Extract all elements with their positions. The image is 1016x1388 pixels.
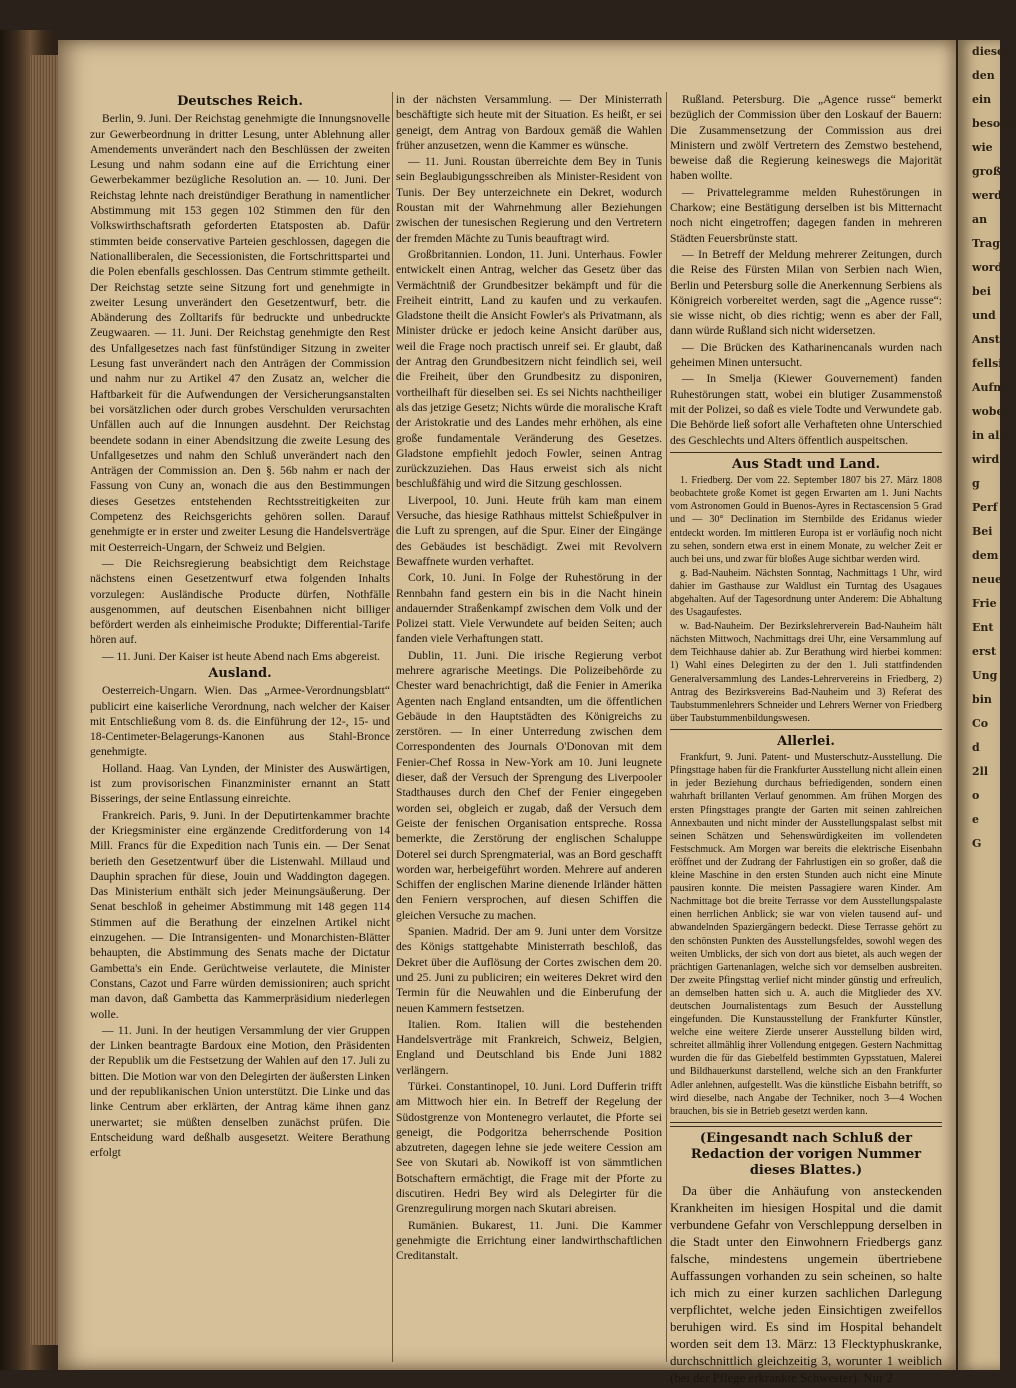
article-britain: Großbritannien. London, 11. Juni. Unterhaus. Fowler entwickelt einen Antrag, welcher das Gesetz über das Vermächtniß der Grundbesitzer bekämpft und für die Freiheit eintritt, Land zu kaufen und zu verkaufen. Gladstone theilt die Ansicht Fowler's als Privatmann, als Minister drücke er jedoch keine Ansicht darüber aus, weil die Frage noch practisch unreif sei. Er glaubt, daß der Antrag den Grundbesitzern nicht feindlich sei, weil die Freiheit, über den Grundbesitz zu disponiren, vortheilhaft für dieselben sei. Es sei Nichts nachtheiliger als das jetzige Gesetz; Nichts würde die moralische Kraft der Aristokratie und des Landes mehr erhöhen, als eine große fundamentale Veränderung des Gesetzes. Gladstone empfiehlt jedoch Fowler, seinen Antrag zurückzuziehen. Das Haus erweist sich als nicht beschlußfähig und wird die Sitzung geschlossen. [396, 247, 662, 491]
column-rule [392, 92, 393, 1362]
adjacent-page-fragment: dieser [972, 45, 1010, 58]
article-spain: Spanien. Madrid. Der am 9. Juni unter dem Vorsitze des Königs stattgehabte Ministerrath beschloß, das Dekret über die Auflösung der Cortes zwischen dem 20. und 25. Juni zu publiciren; ein weiteres Dekret wird den Termin für die Neuwahlen und die Einberufung der neuen Kammern festsetzen. [396, 925, 662, 1015]
heading-local: Aus Stadt und Land. [732, 456, 880, 472]
misc-news [670, 751, 942, 1118]
adjacent-page-fragment: wobei [972, 405, 1008, 418]
adjacent-page-fragment: Co [972, 717, 989, 730]
adjacent-page-fragment: wie [972, 141, 993, 154]
article-romania: Rumänien. Bukarest, 11. Juni. Die Kammer genehmigte die Errichtung einer landwirthschaftlichen Creditanstalt. [396, 1218, 662, 1263]
article-tunis: — 11. Juni. Roustan überreichte dem Bey in Tunis sein Beglaubigungsschreiben als Minister-Resident von Tunis. Der Bey unterzeichnete ein Dekret, wodurch Roustan mit der Wahrnehmung aller Beziehungen zwischen der tunesischen Regierung und den Vertretern der fremden Mächte zu Tunis beauftragt wird. [396, 155, 662, 245]
adjacent-page-fragment: Frie [972, 597, 997, 610]
adjacent-page-fragment: G [972, 837, 982, 850]
adjacent-page-fragment: Aufm [972, 381, 1005, 394]
article-germany-2: — Die Reichsregierung beabsichtigt dem Reichstage nächstens einen Gesetzentwurf etwa folgenden Inhalts vorzulegen: Ausländische Producte dürfen, Nothfälle ausgenommen, auf deutschen Eisenbahnen nicht billiger befördert werden als einheimische Produkte; Differential-Tarife hören auf. [90, 556, 390, 647]
adjacent-page-fragment: in all [972, 429, 1004, 442]
adjacent-page-fragment: d [972, 741, 980, 754]
heading-misc: Allerlei. [777, 733, 835, 749]
article-france: Frankreich. Paris, 9. Juni. In der Deputirtenkammer brachte der Kriegsminister eine ergänzende Creditforderung von 14 Mill. Francs für die Expedition nach Tunis ein. — Der Senat berieth den Gesetzentwurf über die Listenwahl. Millaud und Dauphin sprachen für diese, Jouin und Waddington dagegen. Das Ministerium enthält sich jeder Meinungsäußerung. Der Senat beschloß in geheimer Abstimmung mit 148 gegen 114 Stimmen auf die Berathung der einzelnen Artikel nicht einzugehen. — Die Intransigenten- und Monarchisten-Blätter behaupten, die Abstimmung des Senats mache der Dictatur Gambetta's ein Ende. Gerüchtweise verlautete, die Minister Constans, Cazot und Farre würden demissioniren; auch spricht man davon, daß Gambetta das Kammerpräsidium niederlegen wolle. [90, 808, 390, 1021]
adjacent-page-fragment: o [972, 789, 980, 802]
article-russia-1: Rußland. Petersburg. Die „Agence russe“ bemerkt bezüglich der Commission über den Loskauf der Bauern: Die Zusammensetzung der Commission aus drei Ministern und zwölf Vertretern des Zemstwo bestehend, beweise daß die Regierung keineswegs die Majorität haben wollte. [670, 93, 942, 183]
heading-germany: Deutsches Reich. [177, 94, 303, 109]
adjacent-page-fragment: g [972, 477, 980, 490]
page-stack [30, 55, 60, 1345]
adjacent-page-fragment: bei [972, 285, 991, 298]
adjacent-page-fragment: werd [972, 189, 1002, 202]
right-column [670, 92, 942, 1388]
column-rule [666, 92, 667, 1362]
adjacent-page-fragments [958, 40, 1016, 856]
adjacent-page-fragment: den [972, 69, 995, 82]
article-russia-5: — In Smelja (Kiewer Gouvernement) fanden Ruhestörungen statt, wobei ein blutiger Zusammenstoß mit der Polizei, so daß es viele Todte und Verwundete gab. Die Behörde ließ sofort alle Verhafteten ohne Unterschied des Geschlechts und Alters öffentlich auspeitschen. [670, 372, 942, 447]
adjacent-page-fragment: Ent [972, 621, 994, 634]
article-dublin: Dublin, 11. Juni. Die irische Regierung verbot mehrere agrarische Meetings. Die Polizeibehörde zu Chester ward benachrichtigt, daß die Fenier in Amerika Agenten nach England entsandten, um die öffentlichen Gebäude in den Hauptstädten des Königreichs zu zerstören. — In einer Unterredung zwischen dem Correspondenten des Journals O'Donovan mit dem Fenier-Chef Rossa in New-York am 10. Juni leugnete dieser, daß der Versuch der Sprengung des Liverpooler Stadthauses durch den Chef der Fenier eingegeben worden sei, obgleich er zugab, daß der Versuch dem Geiste der fenischen Organisation entspreche. Rossa bemerkte, die Zerstörung der englischen Schaluppe Doterel sei durch Sprengmaterial, was an Bord geschafft worden war, herbeigeführt worden. Mehrere auf anderen Schiffen der englischen Marine dienende Irländer hätten den Feniern versprochen, auf diesen Schiffen die gleichen Versuche zu machen. [396, 648, 662, 922]
adjacent-page-fragment: Anst [972, 333, 1000, 346]
section-divider [670, 452, 942, 453]
article-france-2: — 11. Juni. In der heutigen Versammlung der vier Gruppen der Linken beantragte Bardoux eine Motion, den Präsidenten der Republik um die Festsetzung der Wahlen auf den 17. Juli zu bitten. Die Motion war von den Delegirten der äußersten Linken und der republikanischen Union unterstützt. Die Linke und das linke Centrum aber erklärten, der Antrag käme ihnen ganz unerwartet; sie müßten denselben zunächst prüfen. Die Entscheidung ward deßhalb ausgesetzt. Weitere Berathung erfolgt [90, 1023, 390, 1160]
adjacent-page-fragment: e [972, 813, 979, 826]
adjacent-page-fragment: Ung [972, 669, 998, 682]
sent-in-article [670, 1183, 942, 1387]
adjacent-page-fragment: dem [972, 549, 999, 562]
middle-column [396, 92, 662, 1265]
article-nauheim-2: w. Bad-Nauheim. Der Bezirkslehrerverein Bad-Nauheim hält nächsten Mittwoch, Nachmittags drei Uhr, eine Versammlung auf dem Teichhause dahier ab. Zur Berathung wird hierbei kommen: 1) Wahl eines Delegirten zu der den 1. Juli stattfindenden Generalversammlung des Landes-Lehrervereins in Friedberg, 2) Antrag des Bezirksvereins Bad-Nauheim und 3) Referat des Taubstummenlehrers Schneider und Lehrers Werner von Friedberg über Taubstummenbildungswesen. [670, 621, 942, 724]
newspaper-page [58, 40, 956, 1385]
article-turkey: Türkei. Constantinopel, 10. Juni. Lord Dufferin trifft am Mittwoch hier ein. In Betreff der Regelung der Südostgrenze von Montenegro verlautet, die Pforte sei geneigt, die Podgoritza beherrschende Position abzutreten, dagegen lehne sie jede weitere Cession am See von Skutari ab. Nowikoff ist von sämmtlichen Botschaftern ermächtigt, die Frage mit der Pforte zu discutiren. Hedri Bey wird als Delegirter für die Grenzregulirung morgen nach Skutari abreisen. [396, 1080, 662, 1216]
adjacent-page-fragment: fellsi [972, 357, 1003, 370]
article-austria: Oesterreich-Ungarn. Wien. Das „Armee-Verordnungsblatt“ publicirt eine kaiserliche Verordnung, nach welcher der Kaiser mit Entschließung vom 8. ds. die Einführung der 12-, 15- und 18-Centimeter-Belagerungs-Kanonen aus Stahl-Bronce genehmigte. [90, 684, 390, 759]
article-hospital: Da über die Anhäufung von ansteckenden Krankheiten im hiesigen Hospital und die damit verbundene Gefahr von Verschleppung derselben in die Stadt unter den Einwohnern Friedbergs ganz falsche, mindestens ungemein übertriebene Auffassungen vorhanden zu sein scheinen, so halte ich mich zu einer kurzen sachlichen Darlegung verpflichtet, welche jeden Einsichtigen zweifellos beruhigen wird. Es sind im Hospital behandelt worden seit dem 13. März: 13 Flecktyphuskranke, durchschnittlich gleichzeitig 3, worunter 1 weiblich (bei der Pflege erkrankte Schwester). Nur 2 [670, 1183, 942, 1385]
adjacent-page-fragment: Bei [972, 525, 993, 538]
adjacent-page-fragment: 2ll [972, 765, 989, 778]
article-friedberg: 1. Friedberg. Der vom 22. September 1807 bis 27. März 1808 beobachtete große Komet ist gegen Erwarten am 1. Juni Nachts vom Astronomen Gould in Buenos-Ayres in Rectascension 5 Grad und — 30° Declination im Sternbilde des Eridanus wieder entdeckt worden. Im mittleren Europa ist er vorläufig noch nicht zu sehen, sondern etwa erst in einem Monate, zu welcher Zeit er auch bei uns, und zwar für bloßes Auge sichtbar werden wird. [670, 475, 942, 565]
article-germany-1: Berlin, 9. Juni. Der Reichstag genehmigte die Innungsnovelle zur Gewerbeordnung in dritter Lesung, unter Ablehnung aller Amendements unverändert nach den Beschlüssen der zweiten Lesung und nahm sodann eine auf die Errichtung einer Gewerbekammer bezügliche Resolution an. — 10. Juni. Der Reichstag lehnte nach dreistündiger Berathung in namentlicher Abstimmung mit 153 gegen 102 Stimmen den für den Volkswirthschaftsrath geforderten Etatsposten ab. Dafür stimmten beide conservative Parteien geschlossen, dagegen die Nationalliberalen, die Secessionisten, die Fortschrittspartei und die Polen ebenfalls geschlossen. Das Centrum stimmte getheilt. Der Reichstag setzte seine Sitzung fort und genehmigte in zweiter Lesung unverändert den Gesetzentwurf, betr. die Abänderung des Zolltarifs für bedruckte und unbedruckte Zeugwaaren. — 11. Juni. Der Reichstag genehmigte den Rest des Unfallgesetzes nach fast fünfstündiger Sitzung in zweiter Lesung fast unverändert nach den Anträgen der Commission und nahm nur zu Artikel 47 den Zusatz an, welcher die Haftbarkeit für die Aufwendungen der Versicherungsanstalten bei vorsätzlichen oder durch grobes Verschulden verursachten Unfällen auch auf die Innungen ausdehnt. Der Reichstag beendete sodann in einer Abendsitzung die zweite Lesung des Unfallgesetzes und nahm den Schluß unverändert nach den Anträgen der Commission an. Den §. 56b nahm er nach der Fassung von Cuny an, wonach die aus den Bestimmungen dieses Gesetzes entstehenden Rechtsstreitigkeiten zur Competenz des Reichsgerichts gehören sollen. Darauf genehmigte er in erster und zweiter Lesung die Handelsverträge mit Oesterreich-Ungarn, der Schweiz und Belgien. [90, 112, 390, 554]
article-italy: Italien. Rom. Italien will die bestehenden Handelsverträge mit Frankreich, Schweiz, Belgien, England und Deutschland bis Ende Juni 1882 verlängern. [396, 1017, 662, 1077]
heading-abroad: Ausland. [208, 665, 272, 681]
adjacent-page-fragment: und [972, 309, 996, 322]
heading-sent-in: (Eingesandt nach Schluß der Redaction der vorigen Nummer dieses Blattes.) [690, 1130, 922, 1178]
article-russia-4: — Die Brücken des Katharinencanals wurden nach geheimen Minen untersucht. [670, 340, 942, 370]
adjacent-page-fragment: Perf [972, 501, 998, 514]
article-cork: Cork, 10. Juni. In Folge der Ruhestörung in der Rennbahn fand gestern ein bis in die Nacht hinein andauernder Straßenkampf zwischen dem Volk und der Polizei statt. Viele Verwundete auf beiden Seiten; auch fanden viele Verhaftungen statt. [396, 571, 662, 646]
local-news [670, 474, 942, 725]
adjacent-page-fragment: Trag [972, 237, 1000, 250]
adjacent-page-fragment: ein [972, 93, 992, 106]
section-divider [670, 729, 942, 730]
article-continuation: in der nächsten Versammlung. — Der Ministerrath beschäftigte sich heute mit der Situation. Es heißt, er sei geneigt, dem Antrag von Bardoux gemäß die Wahlen früher anzusetzen, wenn die Kammer es wünsche. [396, 93, 662, 152]
adjacent-page-edge [958, 40, 1016, 1370]
adjacent-page-fragment: word [972, 261, 1003, 274]
article-holland: Holland. Haag. Van Lynden, der Minister des Auswärtigen, ist zum provisorischen Finanzminister ernannt an Statt Bisserings, der seine Entlassung einreichte. [90, 761, 390, 806]
adjacent-page-fragment: neue [972, 573, 1002, 586]
adjacent-page-fragment: bin [972, 693, 992, 706]
adjacent-page-fragment: groß [972, 165, 1002, 178]
adjacent-page-fragment: besond [972, 117, 1016, 130]
article-russia-3: — In Betreff der Meldung mehrerer Zeitungen, durch die Reise des Fürsten Milan von Serbien nach Wien, Berlin und Petersburg solle die Anerkennung Serbiens als Königreich vorbereitet werden, sagt die „Agence russe“: sie wisse nicht, ob dies richtig; wenn es aber der Fall, dann würde Rußland sich nicht widersetzen. [670, 247, 942, 338]
section-divider-double [670, 1122, 942, 1127]
article-liverpool: Liverpool, 10. Juni. Heute früh kam man einem Versuche, das hiesige Rathhaus mittelst Schießpulver in die Luft zu sprengen, auf die Spur. Einer der Eingänge des Gebäudes ist beschädigt. Zwei mit Revolvern Bewaffnete wurden verhaftet. [396, 493, 662, 568]
article-frankfurt: Frankfurt, 9. Juni. Patent- und Musterschutz-Ausstellung. Die Pfingsttage haben für die Frankfurter Ausstellung nicht allein einen in jeder Beziehung durchaus befriedigenden, sondern einen wahrhaft brillanten Verlauf genommen. Am frühen Morgen des ersten Pfingsttages prangte der Garten mit seinen zahlreichen Annexbauten und nicht minder der Ausstellungspalast selbst mit seinen Schätzen und Sehenswürdigkeiten im vollendeten Festschmuck. Am Morgen war bereits die elektrische Eisenbahn eröffnet und der Zudrang der Fahrlustigen ein so großer, daß die kleine Maschine in den ersten Stunden auch nicht eine Minute pausiren konnte. Die meisten Passagiere waren Kinder. Am Nachmittage bot die breite Terrasse vor dem Ausstellungspalaste einen herrlichen Anblick; sie war von vielen tausend auf- und abwandelnden Spaziergängern bedeckt. Diese Terrasse gehört zu den schönsten Punkten des Ausstellungsfeldes, sowohl wegen des weiten Umblicks, der sich von dort aus bietet, als auch wegen der prächtigen Gartenanlagen, welche sich vor demselben ausbreiten. Der zweite Pfingsttag verlief nicht minder günstig und erfreulich, an demselben hatten sich u. A. auch die Mitglieder des XV. deutschen Journalistentags zum Besuch der Ausstellung eingefunden. Die Kunstausstellung der Frankfurter Künstler, welche eine weitere Zierde unserer Ausstellung bilden wird, schreitet allmählig ihrer Vollendung entgegen. Gestern Nachmittag wurden die für das Giebelfeld bestimmten Gypsstatuen, Malerei und Bildhauerkunst darstellend, welche sich an den Frankfurter Adler anlehnen, aufgestellt. Was die künstliche Eisbahn betrifft, so wird dieselbe, nach Angabe der Techniker, noch 3—4 Wochen brauchen, bis sie in Betrieb gesetzt werden kann. [670, 752, 942, 1117]
left-column [90, 92, 390, 1161]
adjacent-page-fragment: an [972, 213, 988, 226]
adjacent-page-fragment: wird [972, 453, 1000, 466]
adjacent-page-fragment: erst [972, 645, 997, 658]
article-germany-3: — 11. Juni. Der Kaiser ist heute Abend nach Ems abgereist. [102, 649, 381, 663]
article-nauheim-1: g. Bad-Nauheim. Nächsten Sonntag, Nachmittags 1 Uhr, wird dahier im Gasthause zur Waldlust ein Turntag des Usagaues abgehalten. Auf der Tagesordnung unter Anderem: Die Abhaltung des Usagaufestes. [670, 567, 942, 619]
article-russia-2: — Privattelegramme melden Ruhestörungen in Charkow; eine Bestätigung derselben ist bis Mitternacht noch nicht eingetroffen; dagegen fanden in mehreren Städten Feuersbrünste statt. [670, 185, 942, 245]
